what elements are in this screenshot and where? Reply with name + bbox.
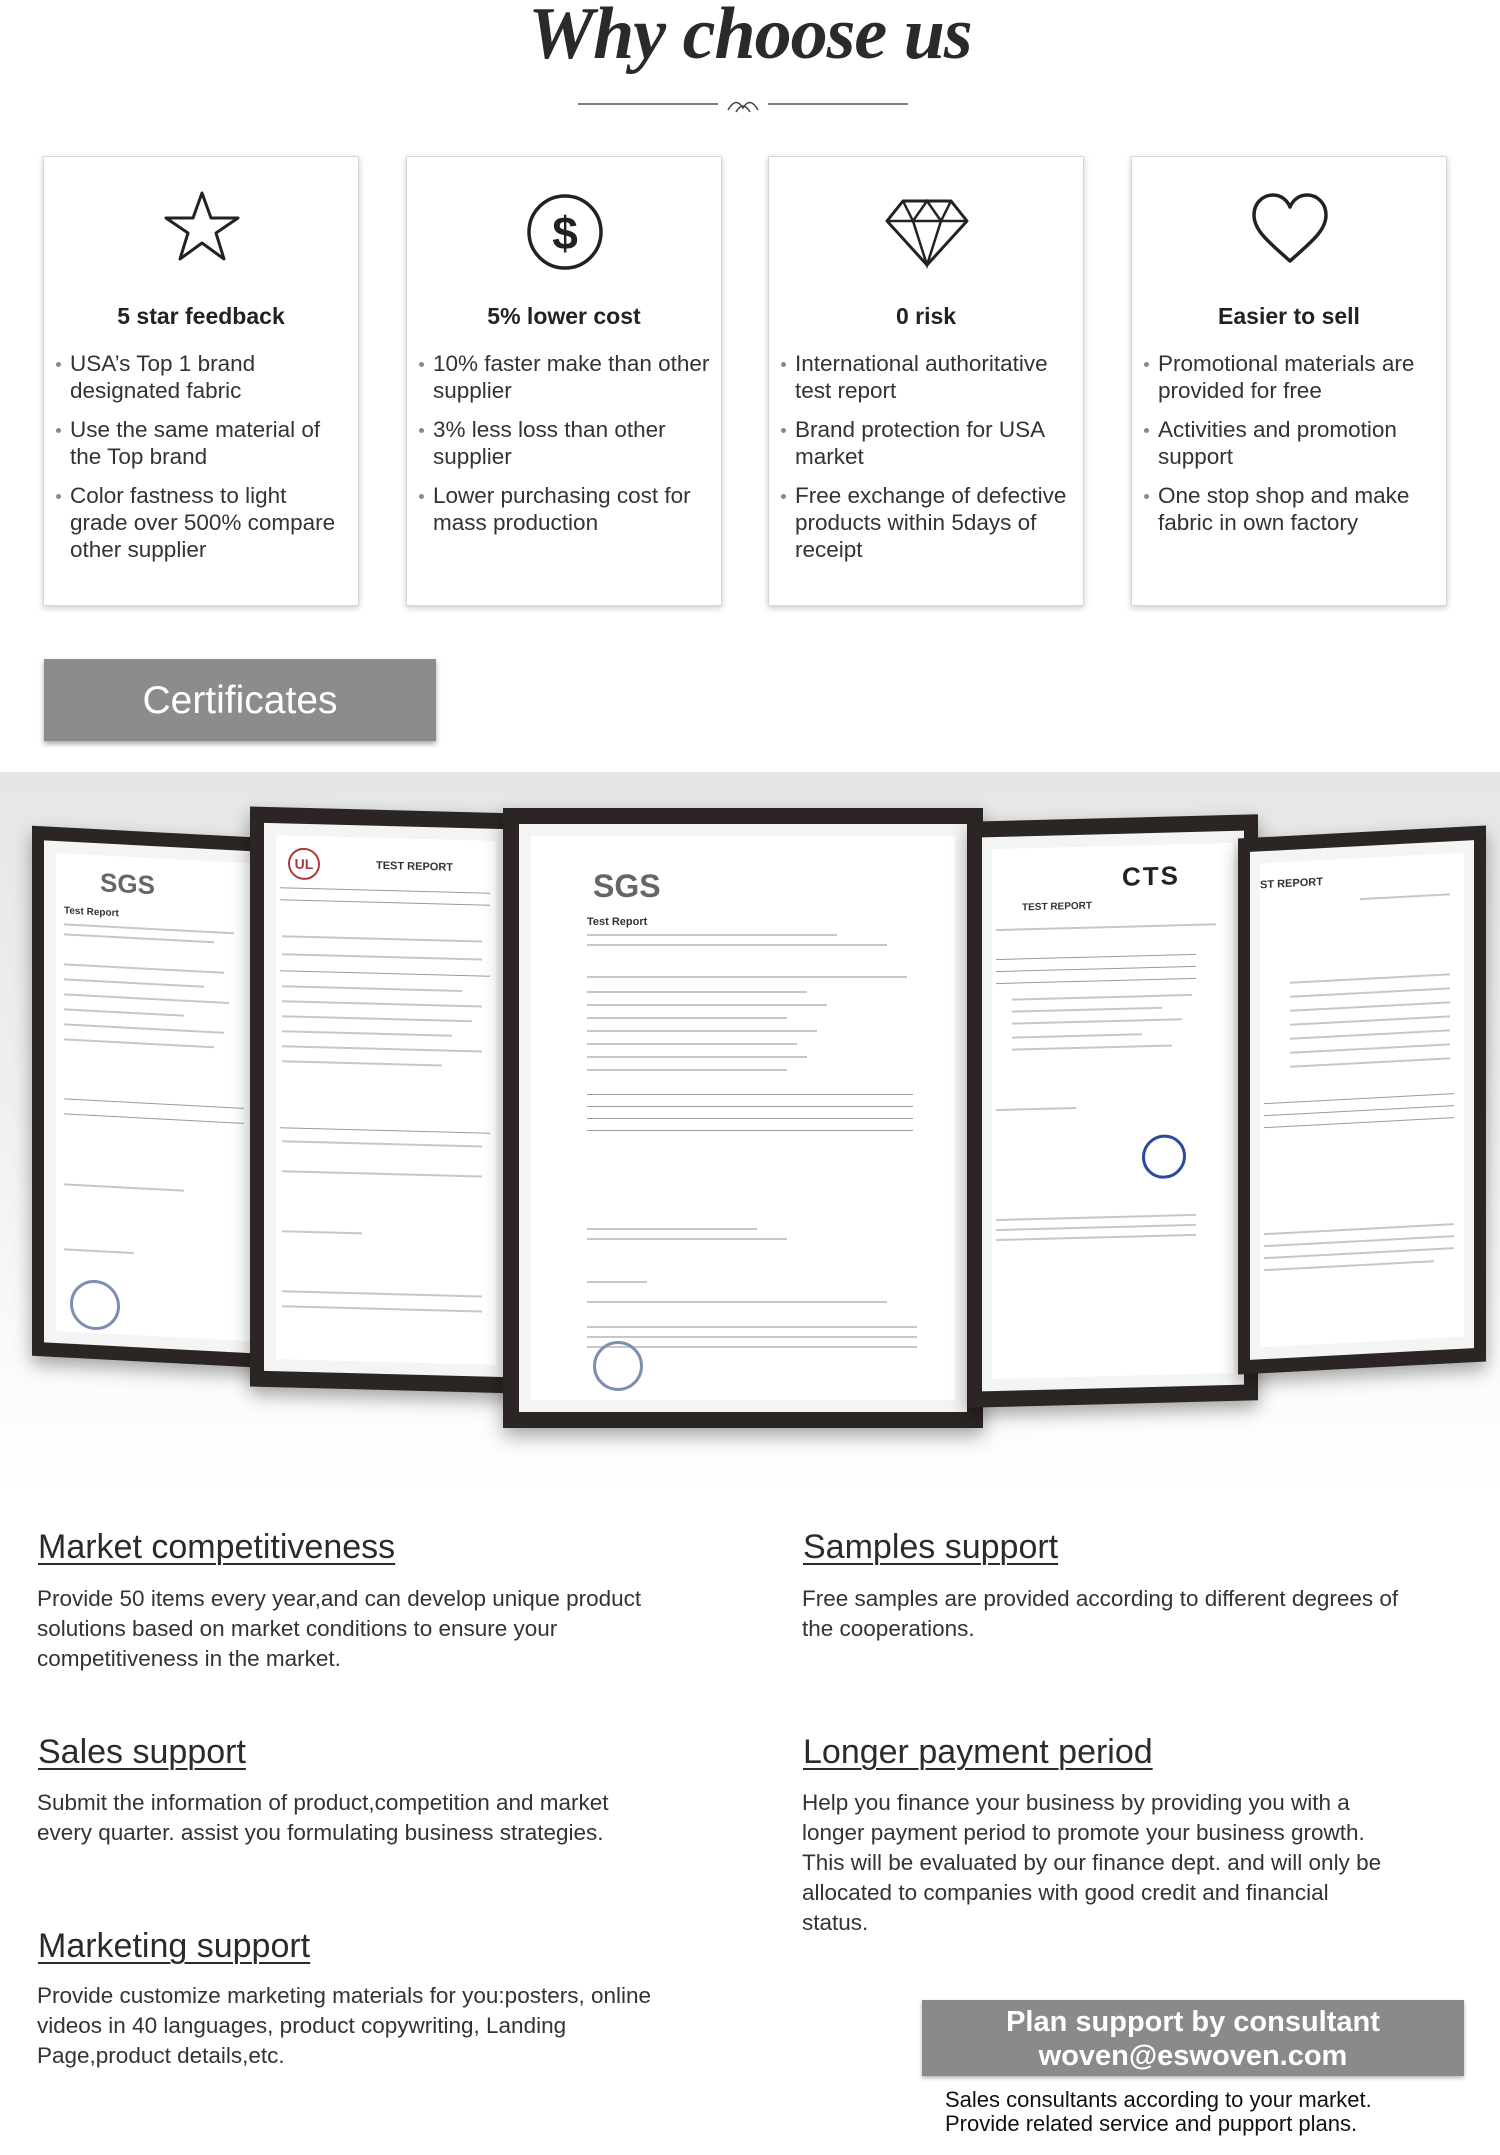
- market-competitiveness-text: Provide 50 items every year,and can develop unique product solutions based on market conditions to ensure your competitiveness in the market.: [37, 1586, 642, 1671]
- samples-support-title: Samples support: [803, 1528, 1059, 1566]
- certificate-logo: CTS: [1122, 860, 1180, 892]
- feature-card-risk: [768, 156, 1084, 606]
- certificate-frame-ul: [250, 806, 520, 1393]
- dollar-icon: [515, 177, 615, 277]
- feature-point: International authoritative test report: [769, 350, 1075, 404]
- certificate-heading: ST REPORT: [1260, 876, 1323, 892]
- sales-support-text: Submit the information of product,competition and market every quarter. assist you formulating business strategies.: [37, 1790, 609, 1845]
- feature-point: 10% faster make than other supplier: [407, 350, 713, 404]
- feature-point: One stop shop and make fabric in own factory: [1132, 482, 1438, 536]
- marketing-support-title: Marketing support: [38, 1927, 311, 1965]
- marketing-support-text: Provide customize marketing materials for you:posters, online videos in 40 languages, product copywriting, Landing Page,product details,etc.: [37, 1983, 652, 2068]
- feature-points: [769, 350, 1083, 575]
- consultant-email-link[interactable]: woven@eswoven.com: [1038, 2040, 1348, 2072]
- certificate-frame-cts: [968, 814, 1258, 1408]
- feature-title: 5% lower cost: [487, 303, 641, 329]
- feature-card-feedback: [43, 156, 359, 606]
- feature-point: Lower purchasing cost for mass production: [407, 482, 713, 536]
- certificates-label: Certificates: [142, 679, 338, 722]
- feature-points: [44, 350, 358, 575]
- certificates-banner: [44, 659, 436, 741]
- sales-support-title: Sales support: [38, 1733, 246, 1771]
- certificates-gallery: [0, 772, 1500, 1492]
- certificate-logo: SGS: [100, 867, 155, 901]
- feature-title: Easier to sell: [1218, 303, 1360, 329]
- longer-payment-period-text: Help you finance your business by providing you with a longer payment period to promote your business growth. This will be evaluated by our finance dept. and will only be allocated to companies with good credit and financial status.: [802, 1790, 1382, 1935]
- feature-points: [407, 350, 721, 548]
- consultant-title: Plan support by consultant: [1006, 2006, 1380, 2038]
- heart-icon: [1240, 177, 1340, 277]
- feature-point: USA’s Top 1 brand designated fabric: [44, 350, 350, 404]
- title-ornament-divider: [578, 92, 908, 116]
- longer-payment-period-title: Longer payment period: [803, 1733, 1153, 1771]
- feature-point: Use the same material of the Top brand: [44, 416, 350, 470]
- feature-point: Brand protection for USA market: [769, 416, 1075, 470]
- consultant-note-line: Provide related service and pupport plans.: [945, 2111, 1358, 2136]
- certificate-heading: Test Report: [587, 916, 648, 928]
- diamond-icon: [877, 177, 977, 277]
- certificate-logo: SGS: [593, 868, 661, 904]
- feature-card-sell: [1131, 156, 1447, 606]
- feature-title: 5 star feedback: [117, 303, 285, 329]
- feature-card-cost: [406, 156, 722, 606]
- star-icon: [152, 177, 252, 277]
- feature-point: 3% less loss than other supplier: [407, 416, 713, 470]
- certificate-frame-right: [1238, 826, 1486, 1375]
- feature-point: Promotional materials are provided for free: [1132, 350, 1438, 404]
- consultant-note-line: Sales consultants according to your market.: [945, 2087, 1372, 2112]
- svg-text:$: $: [552, 207, 578, 259]
- feature-points: [1132, 350, 1446, 548]
- certificate-frame-sgs-center: [503, 808, 983, 1428]
- feature-point: Color fastness to light grade over 500% compare other supplier: [44, 482, 350, 563]
- market-competitiveness-title: Market competitiveness: [38, 1528, 396, 1566]
- certificate-heading: TEST REPORT: [1022, 900, 1093, 914]
- feature-title: 0 risk: [895, 303, 957, 329]
- consultant-contact-box[interactable]: [922, 2000, 1464, 2076]
- feature-point: Activities and promotion support: [1132, 416, 1438, 470]
- certificate-heading: Test Report: [64, 905, 119, 920]
- page-title: Why choose us: [528, 0, 972, 75]
- consultant-note: [945, 2088, 1372, 2136]
- certificate-logo: UL: [288, 847, 320, 880]
- feature-point: Free exchange of defective products within 5days of receipt: [769, 482, 1075, 563]
- certificate-heading: TEST REPORT: [376, 859, 454, 874]
- certificate-frame-sgs-left: [32, 826, 272, 1369]
- samples-support-text: Free samples are provided according to different degrees of the cooperations.: [802, 1586, 1399, 1641]
